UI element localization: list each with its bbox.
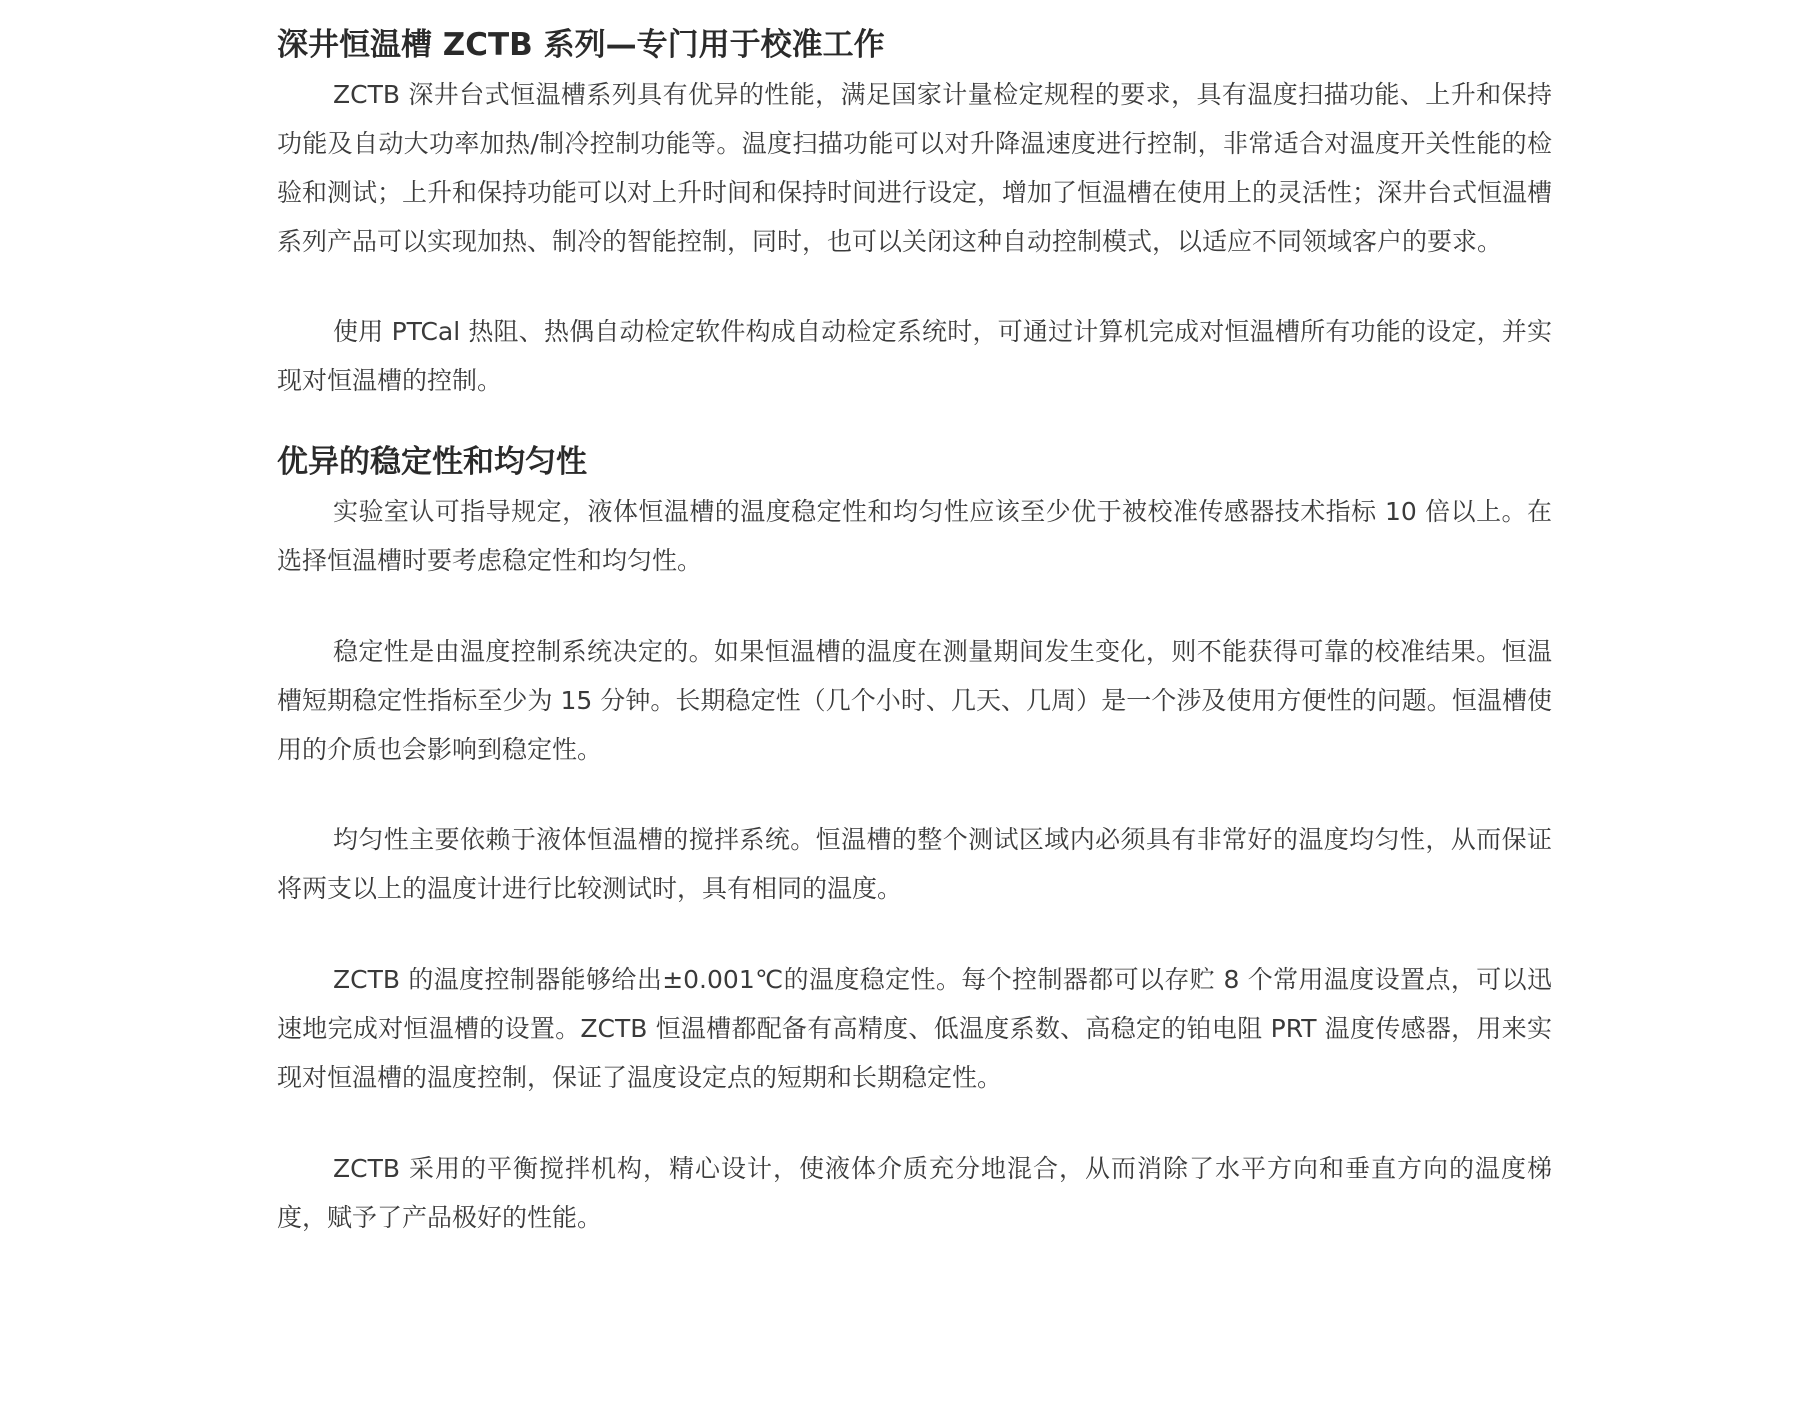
paragraph-ptcal-software: 使用 PTCal 热阻、热偶自动检定软件构成自动检定系统时，可通过计算机完成对恒温槽所有功能的设定，并实现对恒温槽的控制。: [277, 317, 1552, 395]
paragraph-uniformity: 均匀性主要依赖于液体恒温槽的搅拌系统。恒温槽的整个测试区域内必须具有非常好的温度均匀性，从而保证将两支以上的温度计进行比较测试时，具有相同的温度。: [277, 825, 1552, 903]
paragraph-stirring: ZCTB 采用的平衡搅拌机构，精心设计，使液体介质充分地混合，从而消除了水平方向和垂直方向的温度梯度，赋予了产品极好的性能。: [277, 1154, 1552, 1232]
document-page: [277, 20, 1552, 1242]
paragraph-controller: ZCTB 的温度控制器能够给出±0.001℃的温度稳定性。每个控制器都可以存贮 8 个常用温度设置点，可以迅速地完成对恒温槽的设置。ZCTB 恒温槽都配备有高精度、低温度系数、高稳定的铂电阻 PRT 温度传感器，用来实现对恒温槽的温度控制，保证了温度设定点的短期和长期稳定性。: [277, 965, 1552, 1092]
paragraph-lab-accreditation: 实验室认可指导规定，液体恒温槽的温度稳定性和均匀性应该至少优于被校准传感器技术指标 10 倍以上。在选择恒温槽时要考虑稳定性和均匀性。: [277, 497, 1552, 575]
paragraph-zctb-features: ZCTB 深井台式恒温槽系列具有优异的性能，满足国家计量检定规程的要求，具有温度扫描功能、上升和保持功能及自动大功率加热/制冷控制功能等。温度扫描功能可以对升降温速度进行控制，非常适合对温度开关性能的检验和测试；上升和保持功能可以对上升时间和保持时间进行设定，增加了恒温槽在使用上的灵活性；深井台式恒温槽系列产品可以实现加热、制冷的智能控制，同时，也可以关闭这种自动控制模式，以适应不同领域客户的要求。: [277, 80, 1553, 256]
section-title-stability-uniformity: 优异的稳定性和均匀性: [277, 444, 587, 480]
paragraph-stability: 稳定性是由温度控制系统决定的。如果恒温槽的温度在测量期间发生变化，则不能获得可靠的校准结果。恒温槽短期稳定性指标至少为 15 分钟。长期稳定性（几个小时、几天、几周）是一个涉及使用方便性的问题。恒温槽使用的介质也会影响到稳定性。: [277, 637, 1552, 764]
section-title-zctb-series: 深井恒温槽 ZCTB 系列—专门用于校准工作: [277, 27, 885, 63]
